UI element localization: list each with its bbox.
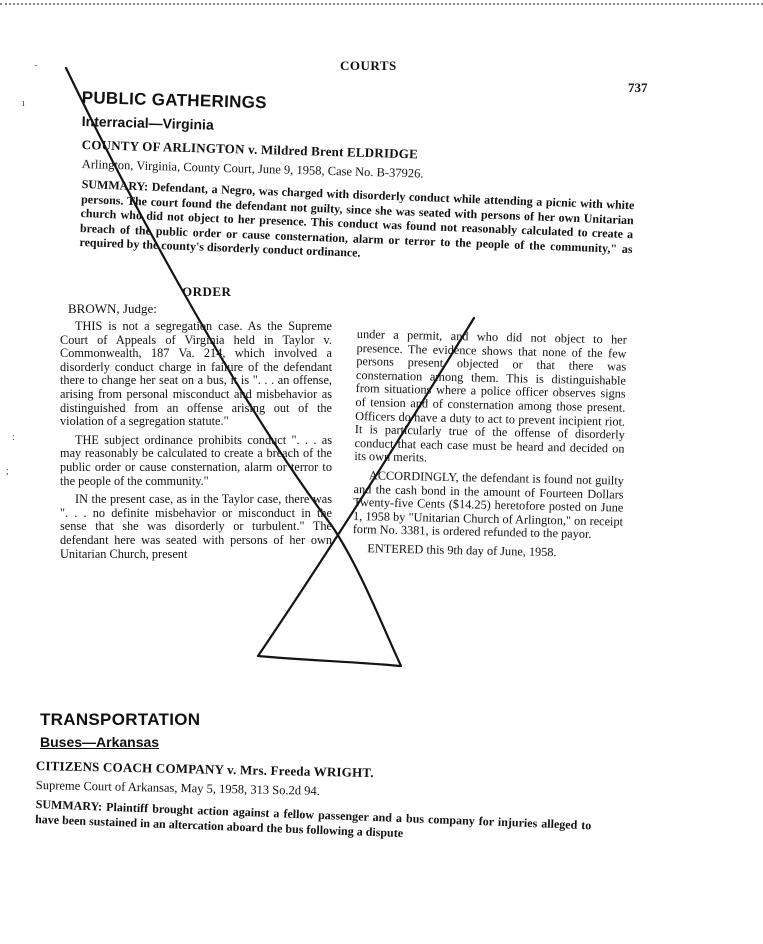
order-heading: ORDER bbox=[182, 284, 232, 299]
strike-line-base bbox=[258, 656, 400, 666]
scan-mark: ı bbox=[22, 98, 25, 109]
subheading-interracial-virginia: Interracial—Virginia bbox=[81, 113, 214, 133]
case-citation-arlington: Arlington, Virginia, County Court, June 9, 1958, Case No. B-37926. bbox=[81, 157, 424, 181]
opinion-paragraph: under a permit, and who did not object to her presence. The evidence shows that none of the few persons present objected or that there was consternation among them. This is distinguishable from situations where a police officer observes signs of tension and of consternation among those present. Officers do have a duty to act to prevent incipient riot. It is particularly true of the offense of disorderly conduct that each case must be heard and decided on its own merits. bbox=[354, 327, 627, 465]
summary-label: SUMMARY: bbox=[81, 177, 149, 194]
summary-label: SUMMARY: bbox=[35, 797, 103, 814]
section-heading-public-gatherings: PUBLIC GATHERINGS bbox=[81, 88, 268, 113]
summary-text: Defendant, a Negro, was charged with disorderly conduct while attending a picnic with white persons. The court found the defendant not guilty, since she was seated with persons of her own Unitarian church who did not object to her presence. This conduct was found not reasonably calculated to create a breach of the public order or cause consternation, alarm or terror to the people of the community," as required by the county's disorderly conduct ordinance. bbox=[79, 179, 635, 260]
case-title-citizens-coach-wright: CITIZENS COACH COMPANY v. Mrs. Freeda WRIGHT. bbox=[35, 758, 374, 781]
opinion-paragraph: THE subject ordinance prohibits conduct ". . . as may reasonably be calculated to create a breach of the public order or cause consternation, alarm or terror to the people of the community." bbox=[60, 432, 332, 488]
scan-mark: ˜ bbox=[34, 64, 38, 75]
scan-mark: : bbox=[12, 432, 15, 443]
page-number: 737 bbox=[628, 80, 648, 95]
opinion-paragraph: ACCORDINGLY, the defendant is found not guilty and the cash bond in the amount of Fourteen Dollars Twenty-five Cents ($14.25) heretofore posted on June 1, 1958 by "Unitarian Church of Arlington," on receipt form No. 3381, is ordered refunded to the payor. bbox=[352, 468, 625, 542]
summary-text: Plaintiff brought action against a fellow passenger and a bus company for injuries alleged to have been sustained in an altercation aboard the bus following a dispute bbox=[34, 799, 592, 840]
scan-mark: ; bbox=[6, 466, 9, 477]
section-heading-transportation: TRANSPORTATION bbox=[40, 710, 201, 729]
entered-date-line: ENTERED this 9th day of June, 1958. bbox=[367, 541, 557, 560]
running-head: COURTS bbox=[340, 58, 397, 73]
strike-line-long bbox=[66, 68, 401, 666]
opinion-paragraph: THIS is not a segregation case. As the Supreme Court of Appeals of Virginia held in Taylor v. Commonwealth, 187 Va. 214, which involved a disorderly conduct charge in failure of the defendant there to change her seat on a bus, it is ". . . an offense, arising from personal misconduct and misbehavior as distinguished from an offense arising out of the violation of a segregation statute." bbox=[60, 319, 332, 429]
strike-line-cross bbox=[258, 318, 474, 656]
case-citation-citizens-coach: Supreme Court of Arkansas, May 5, 1958, 313 So.2d 94. bbox=[35, 778, 320, 798]
opinion-paragraph: IN the present case, as in the Taylor case, there was ". . . no definite misbehavior or misconduct in the sense that she was disorderly or turbulent." The defendant here was seated with persons of her own Unitarian Church, present bbox=[60, 492, 332, 561]
judge-line: BROWN, Judge: bbox=[68, 301, 157, 316]
subheading-buses-arkansas: Buses—Arkansas bbox=[40, 734, 160, 750]
case-title-arlington-eldridge: COUNTY OF ARLINGTON v. Mildred Brent ELDRIDGE bbox=[81, 137, 419, 162]
